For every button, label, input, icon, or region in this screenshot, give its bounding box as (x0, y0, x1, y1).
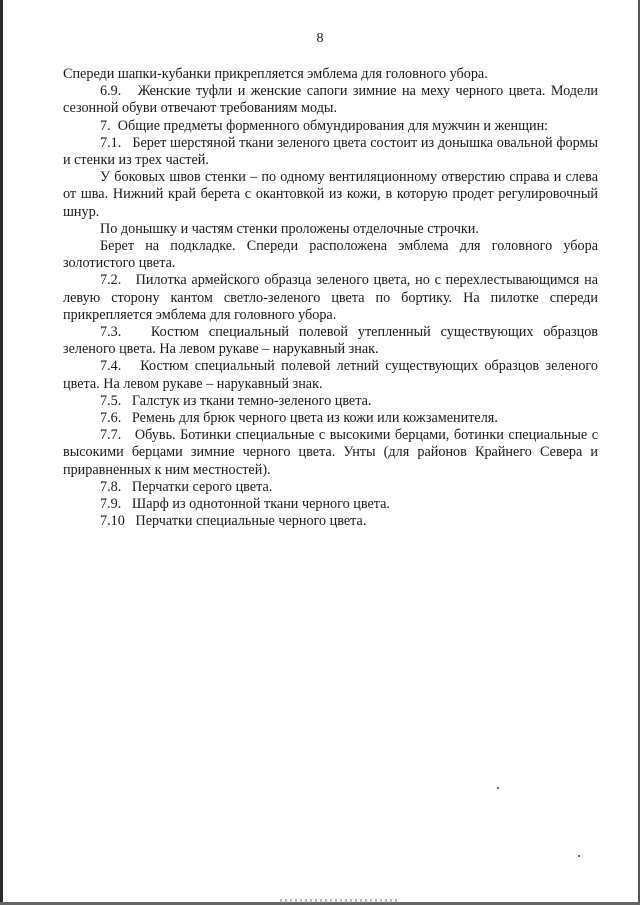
paragraph-7-3: 7.3. Костюм специальный полевой утепленный существующих образцов зеленого цвета. На левом рукаве – нарукавный знак. (63, 324, 598, 358)
paragraph-7-1-stitching: По донышку и частям стенки проложены отделочные строчки. (100, 220, 479, 237)
paragraph-7-4: 7.4. Костюм специальный полевой летний существующих образцов зеленого цвета. На левом рукаве – нарукавный знак. (63, 358, 598, 392)
scan-edge-left (0, 0, 3, 905)
paragraph-7: 7. Общие предметы форменного обмундирования для мужчин и женщин: (100, 117, 549, 134)
paragraph-7-9: 7.9. Шарф из однотонной ткани черного цвета. (100, 496, 390, 513)
paragraph-0: Спереди шапки-кубанки прикрепляется эмблема для головного убора. (63, 66, 488, 82)
paragraph-7-7: 7.7. Обувь. Ботинки специальные с высокими берцами, ботинки специальные с высокими берцами зимние черного цвета. Унты (для районов Крайнего Севера и приравненных к ним местностей). (63, 427, 598, 478)
paragraph-7-6: 7.6. Ремень для брюк черного цвета из кожи или кожзаменителя. (100, 410, 498, 427)
paragraph-7-2: 7.2. Пилотка армейского образца зеленого цвета, но с перехлестывающимся на левую сторону кантом светло-зеленого цвета по бортику. На пилотке спереди прикрепляется эмблема для головного убора. (63, 272, 598, 323)
paragraph-7-5: 7.5. Галстук из ткани темно-зеленого цвета. (100, 392, 372, 409)
scan-speck (497, 787, 499, 789)
paragraph-7-1-seams: У боковых швов стенки – по одному вентиляционному отверстию справа и слева от шва. Нижний край берета с окантовкой из кожи, в которую продет регулировочный шнур. (63, 169, 598, 220)
scan-speck (578, 855, 580, 857)
paragraph-7-1: 7.1. Берет шерстяной ткани зеленого цвета состоит из донышка овальной формы и стенки из трех частей. (63, 134, 598, 169)
paragraph-7-1-lining: Берет на подкладке. Спереди расположена эмблема для головного убора золотистого цвета. (63, 238, 598, 272)
paragraph-6-9: 6.9. Женские туфли и женские сапоги зимние на меху черного цвета. Модели сезонной обуви отвечают требованиям моды. (63, 83, 598, 117)
page-number: 8 (316, 31, 324, 46)
paragraph-7-10: 7.10 Перчатки специальные черного цвета. (100, 513, 367, 530)
paragraph-7-8: 7.8. Перчатки серого цвета. (100, 478, 273, 495)
scan-noise (280, 899, 400, 903)
document-body (63, 66, 598, 530)
